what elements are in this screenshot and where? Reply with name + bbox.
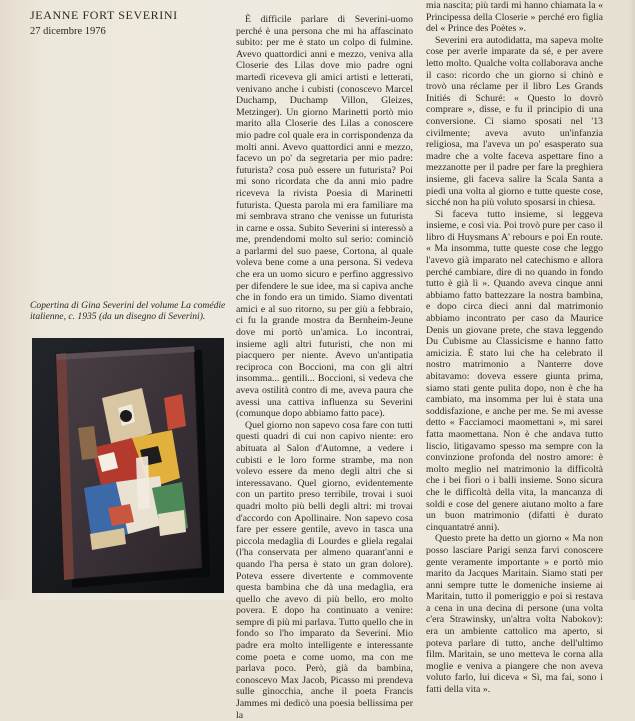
paragraph: È difficile parlare di Severini-uomo perché è una persona che mi ha affascinato subito: per me è stato un colpo di fulmine. Avevo quattordici anni e mezzo, veniva alla Closerie des Lilas dove mio padre ogni martedì riceveva gli amici artisti e letterati, venivano anche i cubisti (conoscevo Marcel Duchamp, Duchamp Villon, Gleizes, Metzinger). Un giorno Marinetti portò mio marito alla Closerie des Lilas a conoscere mio padre col quale era in corrispondenza da molti anni. Avevo quattordici anni e mezzo, facevo un po' da segretaria per mio padre: futurista? cosa può essere un futurista? Poi mi sono ricordata che da anni mio padre riceveva la rivista Poesia di Marinetti futurista. Questa parola mi era familiare ma mi sembrava strano che venisse un futurista in carne e ossa. Subito Severini si interessò a me, prendendomi molto sul serio: cominciò a parlarmi del suo paese, Cortona, al quale voleva bene come a una persona. Si vedeva che era un uomo sicuro e perfino aggressivo per difendere le sue idee, ma si capiva anche che in fondo era un timido. Siamo diventati amici e al suo ritorno, su per giù a febbraio, ci fu la grande mostra da Bernheim-Jeune dove mi portò un'amica. Lo incontrai, insieme agli altri futuristi, che non mi piacquero per niente. Avevo un'antipatia reciproca con Boccioni, ma con gli altri insomma... gentili... Boccioni, si vedeva che aveva ostilità contro di me, aveva paura che avessi una cattiva influenza su Severini (comunque dopo abbiamo fatto pace). bbox=[236, 14, 413, 420]
paragraph: Questo prete ha detto un giorno « Ma non posso lasciare Parigi senza farvi conoscere gente veramente importante » e portò mio marito da Jacques Maritain. Siamo stati per anni sempre tutte le domeniche insieme ai Maritain, tutto il pomeriggio e poi si restava a cena in una decina di persone (una volta c'era Strawinsky, un'altra volta Nabokov): era un ambiente cattolico ma aperto, si poteva parlare di tutto, anche dell'ultimo film. Maritain, se uno metteva le corna alla moglie e veniva a piangere che non aveva voluto farlo, lui diceva « Sì, ma fai, sono i fatti della vita ». bbox=[426, 533, 603, 696]
book-cover-illustration bbox=[32, 338, 224, 593]
paragraph: Si faceva tutto insieme, si leggeva insieme, e così via. Poi trovò pure per caso il libro di Huysmans A' rebours e poi En route. « Ma insomma, tutte queste cose che leggo l'avevo già imparato nel catechismo e allora perché cambiare, dire di no quando in fondo tutto è già lì ». Quando aveva cinque anni abbiamo fatto battezzare la nostra bambina, e dopo circa dieci anni dal matrimonio abbiamo incontrato per caso da Maurice Denis un giovane prete, che stava leggendo Du Cubisme au Classicisme e hanno fatto amicizia. È stato lui che ha celebrato il nostro matrimonio a Nanterre dove abitavamo: doveva essere giunta prima, siamo stati gente pulita dopo, non è che ha cambiato, ma insomma per lui è stata una soddisfazione, e anche per me. Se mi avesse detto « Facciamoci maomettani », mi sarei fatta maomettana. Non è che andava tutto liscio, litigavamo spesso ma sempre con la convinzione profonda del nostro amore: è molto meglio nel matrimonio la difficoltà che i bei fiori o i balli insieme. Sono sicura che le difficoltà della vita, la mancanza di soldi e cose del genere aiutano molto a fare un buon matrimonio (difatti è durato cinquantatré anni). bbox=[426, 208, 603, 533]
text-column-right bbox=[426, 0, 603, 696]
page-edge-shadow bbox=[629, 0, 635, 600]
interview-date: 27 dicembre 1976 bbox=[30, 26, 106, 37]
text-column-left bbox=[236, 14, 413, 721]
paragraph: Quel giorno non sapevo cosa fare con tutti questi quadri di cui non capivo niente: ero abituata al Salon d'Automne, a vedere i cubisti e le loro forme strambe, ma non volevo essere da meno degli altri che si interessavano. Quel giorno, evidentemente con un partito preso terribile, trovai i suoi quadri molto più belli degli altri: mi trovai d'accordo con Apollinaire. Non sapevo cosa fare per essere gentile, avevo in tasca una piccola medaglia di Lourdes e gliela regalai (l'ha conservata per almeno quarant'anni e quando l'ha persa è stato un gran dolore). Poteva essere divertente e commovente questa bambina che dà una medaglia, era quello che avevo di più bello, ero molto povera. E dopo ha continuato a venire: sempre di più mi parlava. Tutto quello che in fondo so l'ho imparato da Severini. Mio padre era molto intelligente e interessante come poeta e come uomo, ma con me parlava poco. Però, già da bambina, conoscevo Max Jacob, Picasso mi prendeva sulle ginocchia, anche il poeta Francis Jammes mi dedicò una poesia bellissima per la bbox=[236, 419, 413, 721]
paragraph: Severini era autodidatta, ma sapeva molte cose per averle imparate da sé, e per avere letto molto. Qualche volta collaborava anche il caso: ricordo che un giorno si chinò e trovò una réclame per il libro Les Grands Initiés di Schuré: « Questo lo dovrò comprare », disse, e fu il principio di una conversione. Ci siamo sposati nel '13 civilmente; aveva avuto un'infanzia religiosa, ma l'aveva un po' esasperato sua madre che a volte faceva aspettare fino a mezzanotte per il padre per fare la preghiera insieme, gli faceva salire la Scala Santa a piedi una volta al giorno e tutte queste cose, sicché non ha più voluto sposarsi in chiesa. bbox=[426, 34, 603, 209]
book-cover-photo bbox=[32, 338, 224, 593]
caption-text: Copertina di Gina Severini del volume La comédie italienne, c. 1935 (da un disegno di Severini). bbox=[30, 300, 226, 322]
figure-caption bbox=[30, 300, 228, 322]
paragraph: mia nascita; più tardi mi hanno chiamata la « Principessa della Closerie » perché ero figlia del « Prince des Poètes ». bbox=[426, 0, 603, 35]
author-heading: JEANNE FORT SEVERINI bbox=[30, 8, 178, 22]
